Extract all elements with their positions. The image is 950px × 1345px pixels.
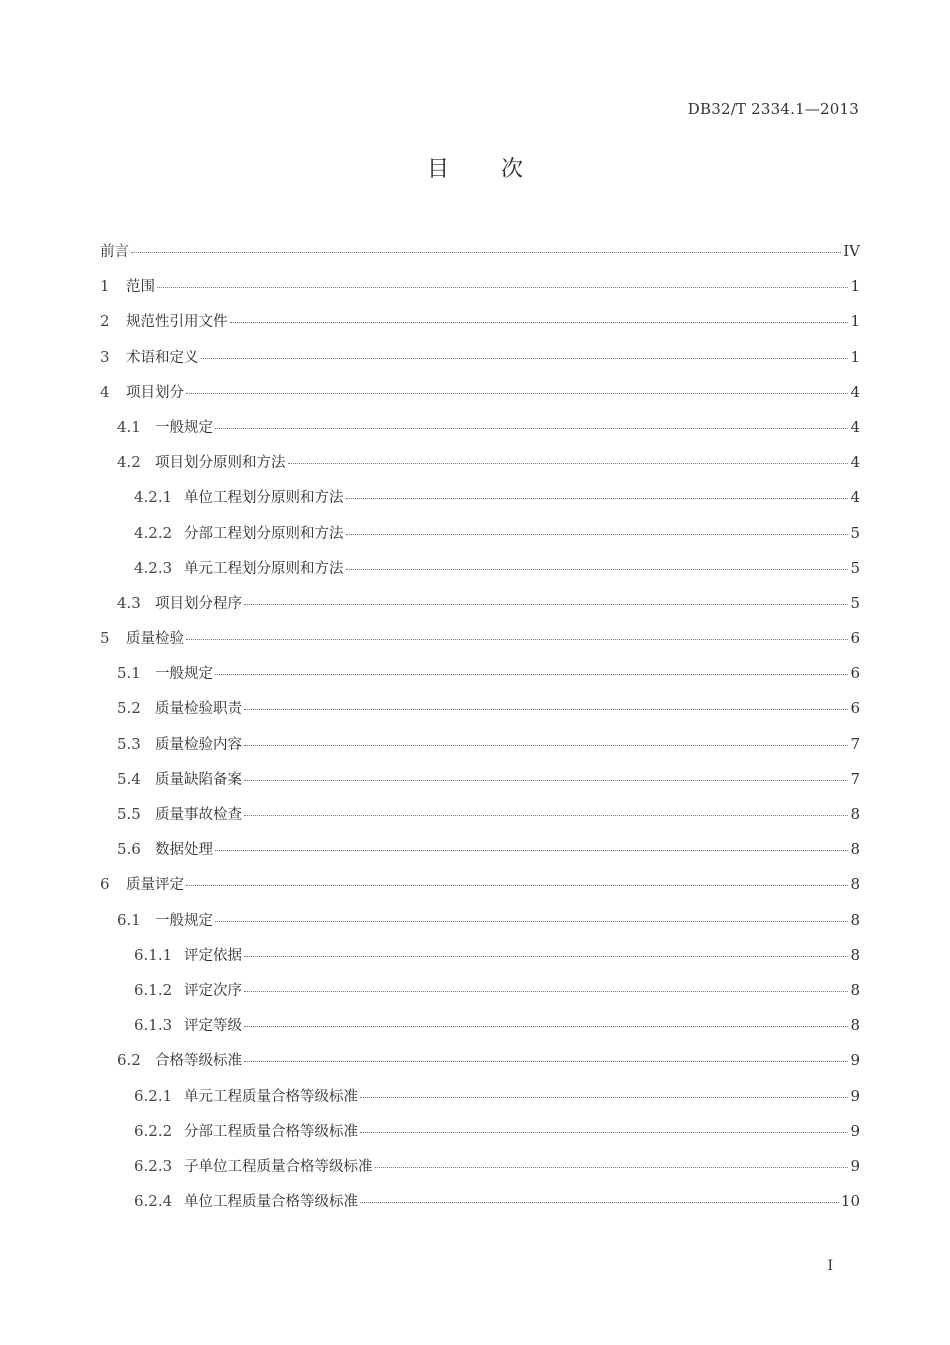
toc-entry-number: 4.2.3 [134,558,173,577]
toc-entry-number: 6.1.1 [134,945,173,964]
toc-entry-number: 6.2.4 [134,1192,173,1211]
toc-entry-page: 8 [850,1016,860,1035]
toc-entry[interactable] [100,377,860,412]
toc-entry-page: 8 [850,805,860,823]
toc-dot-leader [244,991,848,992]
toc-entry-page: 5 [850,558,860,577]
toc-dot-leader [186,639,848,640]
toc-entry[interactable] [100,1081,860,1116]
toc-entry-label: 前言 [100,244,129,260]
toc-entry-page: 8 [850,945,860,964]
toc-entry-page: 1 [850,312,860,331]
toc-entry-number: 5.3 [117,734,141,753]
toc-entry[interactable] [100,729,860,764]
toc-entry-number: 5 [100,629,110,648]
toc-entry-number: 5.6 [117,840,141,859]
toc-entry-number: 6.2.3 [134,1156,173,1175]
toc-dot-leader [360,1202,839,1203]
toc-dot-leader [244,956,848,957]
page-title [0,154,950,186]
toc-entry-number: 6.1.2 [134,980,173,999]
toc-entry-label: 评定次序 [184,982,242,999]
toc-entry-label: 分部工程质量合格等级标准 [184,1123,358,1140]
toc-dot-leader [201,358,849,359]
toc-entry-page: 5 [850,523,860,542]
title-char-1: 目 [426,157,449,182]
toc-entry[interactable] [100,518,860,553]
toc-entry-number: 1 [100,277,110,296]
toc-entry-number: 4.2.1 [134,488,173,507]
toc-entry[interactable] [100,940,860,975]
toc-entry[interactable] [100,905,860,940]
toc-entry-label: 单位工程划分原则和方法 [184,490,344,507]
toc-entry-label: 一般规定 [155,419,213,436]
toc-entry-number: 4.3 [117,593,141,612]
toc-dot-leader [375,1167,849,1168]
toc-entry[interactable] [100,482,860,517]
toc-entry-number: 4.2 [117,453,141,472]
toc-entry-number: 3 [100,347,110,366]
toc-entry-label: 质量事故检查 [155,807,242,823]
toc-entry-number: 6.1 [117,910,141,929]
toc-entry[interactable] [100,271,860,306]
toc-entry-page: 6 [850,664,860,683]
toc-entry-label: 项目划分 [126,384,184,401]
toc-entry-label: 评定等级 [184,1018,242,1035]
toc-dot-leader [131,252,841,253]
toc-dot-leader [186,393,848,394]
toc-entry[interactable] [100,799,860,834]
toc-entry-page: 8 [850,840,860,859]
toc-entry-number: 5.5 [117,805,141,823]
toc-entry-page: 8 [850,910,860,929]
toc-entry-label: 质量评定 [126,877,184,894]
toc-entry-label: 项目划分程序 [155,595,242,612]
toc-entry-label: 合格等级标准 [155,1053,242,1070]
toc-dot-leader [346,534,849,535]
toc-entry-page: IV [843,242,860,260]
toc-entry[interactable] [100,975,860,1010]
toc-entry[interactable] [100,236,860,271]
toc-entry[interactable] [100,553,860,588]
toc-entry-page: 6 [850,699,860,718]
toc-entry[interactable] [100,306,860,341]
toc-entry-page: 8 [850,980,860,999]
toc-entry[interactable] [100,1151,860,1186]
toc-dot-leader [360,1097,848,1098]
toc-entry[interactable] [100,1186,860,1221]
toc-dot-leader [186,885,848,886]
toc-dot-leader [244,780,848,781]
toc-dot-leader [215,428,848,429]
toc-entry[interactable] [100,412,860,447]
toc-entry-number: 6.1.3 [134,1016,173,1035]
table-of-contents [100,236,860,1221]
toc-entry-label: 质量缺陷备案 [155,771,242,788]
footer-page-number: I [827,1258,833,1274]
toc-entry-number: 6.2 [117,1051,141,1070]
toc-dot-leader [244,1026,848,1027]
toc-dot-leader [244,709,848,710]
toc-entry-number: 4.2.2 [134,523,173,542]
toc-entry-page: 9 [850,1086,860,1105]
toc-entry-page: 1 [850,277,860,296]
toc-entry-number: 6.2.2 [134,1121,173,1140]
toc-entry[interactable] [100,1010,860,1045]
toc-entry-page: 10 [840,1192,860,1211]
toc-entry-label: 质量检验职责 [155,701,242,718]
toc-dot-leader [215,850,848,851]
toc-dot-leader [244,604,848,605]
toc-dot-leader [244,1061,848,1062]
toc-dot-leader [346,498,849,499]
toc-entry-number: 6 [100,875,110,894]
toc-entry-page: 9 [850,1156,860,1175]
toc-entry-label: 单元工程划分原则和方法 [184,560,344,577]
toc-entry-label: 一般规定 [155,912,213,929]
toc-entry[interactable] [100,623,860,658]
toc-dot-leader [215,674,848,675]
toc-entry-number: 6.2.1 [134,1086,173,1105]
toc-entry[interactable] [100,693,860,728]
toc-entry[interactable] [100,1116,860,1151]
toc-entry-page: 4 [850,488,860,507]
toc-entry-number: 5.4 [117,769,141,788]
toc-entry[interactable] [100,834,860,869]
toc-entry-label: 分部工程划分原则和方法 [184,525,344,542]
toc-entry-number: 2 [100,312,110,331]
toc-dot-leader [230,322,849,323]
toc-entry-label: 单位工程质量合格等级标准 [184,1194,358,1211]
toc-entry[interactable] [100,869,860,904]
toc-entry-page: 7 [850,734,860,753]
toc-entry-number: 5.2 [117,699,141,718]
toc-entry-label: 评定依据 [184,947,242,964]
toc-entry[interactable] [100,658,860,693]
toc-entry-label: 单元工程质量合格等级标准 [184,1088,358,1105]
toc-entry-page: 4 [850,417,860,436]
document-code: DB32/T 2334.1—2013 [687,100,859,118]
toc-entry-page: 5 [850,593,860,612]
toc-entry-label: 质量检验 [126,631,184,648]
toc-dot-leader [244,745,848,746]
toc-entry-label: 术语和定义 [126,349,199,366]
toc-entry-label: 子单位工程质量合格等级标准 [184,1158,373,1175]
toc-dot-leader [288,463,849,464]
toc-entry-page: 4 [850,453,860,472]
toc-entry-page: 8 [850,875,860,894]
title-char-2: 次 [501,157,524,182]
toc-dot-leader [244,815,848,816]
toc-entry-page: 9 [850,1051,860,1070]
toc-entry-number: 4 [100,382,110,401]
toc-entry-label: 数据处理 [155,842,213,859]
toc-entry-page: 4 [850,382,860,401]
toc-entry-page: 9 [850,1121,860,1140]
toc-entry-label: 规范性引用文件 [126,314,228,331]
toc-entry-page: 6 [850,629,860,648]
toc-dot-leader [157,287,848,288]
toc-entry[interactable] [100,764,860,799]
toc-entry-number: 4.1 [117,417,141,436]
toc-entry[interactable] [100,447,860,482]
toc-entry-label: 一般规定 [155,666,213,683]
toc-entry[interactable] [100,1045,860,1080]
toc-dot-leader [215,921,848,922]
toc-entry-label: 项目划分原则和方法 [155,455,286,472]
toc-entry[interactable] [100,342,860,377]
toc-entry-label: 范围 [126,279,155,296]
toc-entry-number: 5.1 [117,664,141,683]
toc-entry-page: 1 [850,347,860,366]
toc-entry[interactable] [100,588,860,623]
toc-entry-page: 7 [850,769,860,788]
toc-dot-leader [346,569,849,570]
toc-entry-label: 质量检验内容 [155,736,242,753]
toc-dot-leader [360,1132,848,1133]
